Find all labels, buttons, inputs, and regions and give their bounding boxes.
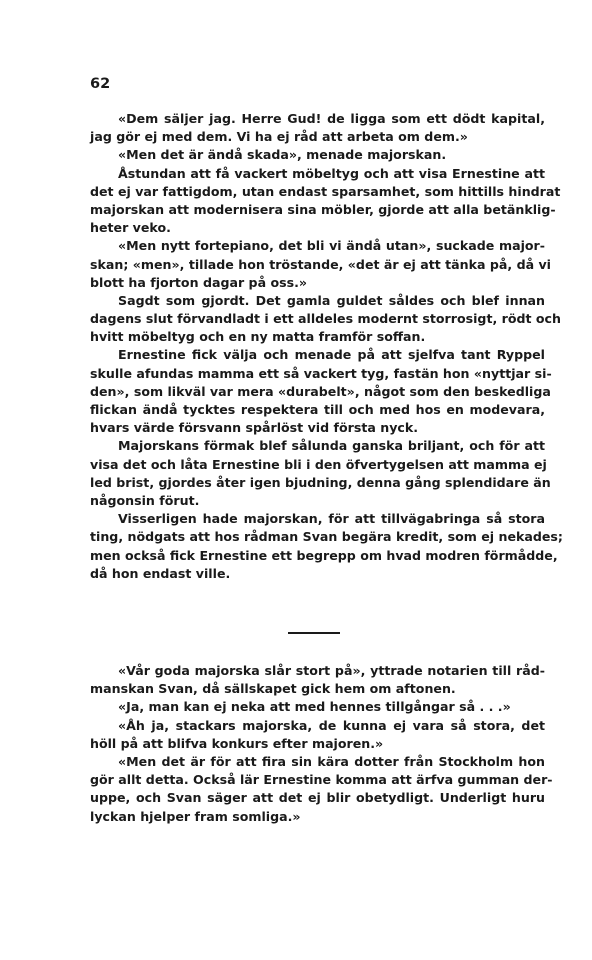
text-line: Ernestine fick välja och menade på att sjelfva tant Ryppel [118,347,545,363]
text-line: «Ja, man kan ej neka att med hennes tillgångar så . . .» [118,699,511,715]
text-line: heter veko. [90,220,171,236]
page-number: 62 [90,76,111,92]
text-line: Åstundan att få vackert möbeltyg och att visa Ernestine att [118,165,545,181]
text-line: dagens slut förvandladt i ett alldeles modernt storrosigt, rödt och [90,311,561,327]
text-line: «Men nytt fortepiano, det bli vi ändå utan», suckade major- [118,238,545,254]
text-line: flickan ändå tycktes respektera till och med hos en modevara, [90,402,545,417]
text-line: led brist, gjordes åter igen bjudning, denna gång splendidare än [90,474,551,490]
text-line: uppe, och Svan säger att det ej blir obetydligt. Underligt huru [90,790,545,806]
text-line: «Vår goda majorska slår stort på», yttrade notarien till råd- [118,663,545,678]
text-line: gör allt detta. Också lär Ernestine komma att ärfva gumman der- [90,772,553,788]
text-line: någonsin förut. [90,492,200,508]
text-line: blott ha fjorton dagar på oss.» [90,274,308,290]
text-line: skan; «men», tillade hon tröstande, «det är ej att tänka på, då vi [90,256,551,272]
text-line: ting, nödgats att hos rådman Svan begära kredit, som ej nekades; [90,529,563,545]
text-line: Majorskans förmak blef sålunda ganska briljant, och för att [118,438,545,454]
text-line: «Men det är för att fira sin kära dotter från Stockholm hon [118,753,545,769]
text-line: «Åh ja, stackars majorska, de kunna ej vara så stora, det [118,717,545,733]
text-line: manskan Svan, då sällskapet gick hem om aftonen. [90,681,456,697]
text-line: hvitt möbeltyg och en ny matta framför soffan. [90,329,426,345]
text-line: den», som likväl var mera «durabelt», något som den beskedliga [90,383,551,399]
text-section-one [90,110,563,583]
text-line: majorskan att modernisera sina möbler, gjorde att alla betänklig- [90,201,556,217]
section-divider [288,632,340,634]
text-line: Sagdt som gjordt. Det gamla guldet såldes och blef innan [118,292,545,308]
text-line: lyckan hjelper fram somliga.» [90,808,301,824]
text-line: det ej var fattigdom, utan endast sparsamhet, som hittills hindrat [90,183,561,199]
text-line: hvars värde försvann spårlöst vid första nyck. [90,420,419,436]
text-line: jag gör ej med dem. Vi ha ej råd att arbeta om dem.» [90,129,468,145]
text-line: Visserligen hade majorskan, för att tillvägabringa så stora [118,511,545,527]
text-section-two [90,662,553,826]
text-line: «Men det är ändå skada», menade majorskan. [118,147,447,163]
text-line: höll på att blifva konkurs efter majoren.» [90,735,384,751]
text-line: visa det och låta Ernestine bli i den öfvertygelsen att mamma ej [90,456,547,472]
text-line: skulle afundas mamma ett så vackert tyg, fastän hon «nyttjar si- [90,365,552,381]
text-line: men också fick Ernestine ett begrepp om hvad modren förmådde, [90,547,558,563]
text-line: då hon endast ville. [90,565,231,581]
text-line: «Dem säljer jag. Herre Gud! de ligga som ett dödt kapital, [118,111,545,126]
